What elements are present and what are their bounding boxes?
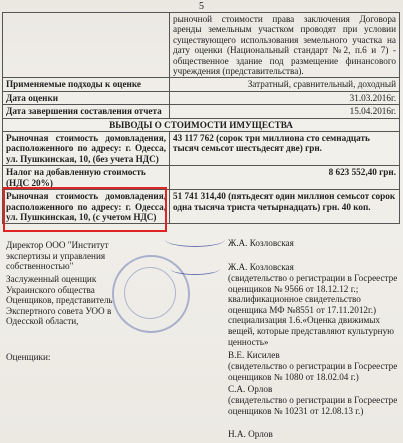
intro-left-cell xyxy=(3,13,170,78)
conclusions-header: ВЫВОДЫ О СТОИМОСТИ ИМУЩЕСТВА xyxy=(3,118,400,131)
intro-row xyxy=(3,13,400,78)
appraiser-2-certificate: (свидетельство о регистрации в Госреестре оценщиков № 10231 от 12.08.13 г.) xyxy=(228,395,398,416)
director-title: Директор ООО "Институт экспертизы и управления собственностью" xyxy=(6,240,109,272)
red-highlight-box xyxy=(3,187,167,232)
table-row xyxy=(3,78,400,91)
appraiser-1-name: В.Е. Кисилев xyxy=(228,350,280,360)
conclusions-header-row xyxy=(3,118,400,131)
director-honor: Заслуженный оценщик Украинского общества Оценщиков, представитель Экспертного совета УОО в Одесской области, xyxy=(6,274,113,327)
appraisers-label: Оценщики: xyxy=(6,352,51,362)
director-name: Ж.А. Козловская xyxy=(228,238,294,248)
market-value-row xyxy=(3,132,400,166)
appraiser-1-certificate: (свидетельство о регистрации в Госреестре оценщиков № 1080 от 18.02.04 г.) xyxy=(228,361,398,382)
row-value: Затратный, сравнительный, доходный xyxy=(170,78,400,91)
table-row xyxy=(3,105,400,118)
row-label: Дата завершения составления отчета xyxy=(3,105,170,118)
appraiser-2-name: С.А. Орлов xyxy=(228,384,273,394)
vat-value: 8 623 552,40 грн. xyxy=(170,166,400,190)
row-value: 31.03.2016г. xyxy=(170,91,400,104)
table-row xyxy=(3,91,400,104)
row-value: 15.04.2016г. xyxy=(170,105,400,118)
total-value-label: Рыночная стоимость домовладения, расположенного по адресу: г. Одесса, ул. Пушкинская, 10, (с учетом НДС) xyxy=(3,190,170,224)
director-signature-2 xyxy=(170,262,220,275)
total-value: 51 741 314,40 (пятьдесят один миллион семьсот сорок одна тысяча триста четырнадцать) грн. 40 коп. xyxy=(170,190,400,224)
director-signature xyxy=(165,232,225,247)
director-name-2: Ж.А. Козловская xyxy=(228,262,294,272)
row-label: Применяемые подходы к оценке xyxy=(3,78,170,91)
market-value-label: Рыночная стоимость домовладения, расположенного по адресу: г. Одесса, ул. Пушкинская, 10, (без учета НДС) xyxy=(3,132,170,166)
market-value: 43 117 762 (сорок три миллиона сто семнадцать тысяч семьсот шестьдесят две) грн. xyxy=(170,132,400,166)
page-number: 5 xyxy=(199,1,204,12)
intro-text: рыночной стоимости права заключения Договора аренды земельным участком проводят при условии существующего использования земельного участка на дату оценки (Национальный стандарт №2, п.6 и 7) - общественное здание под размещение финансового учреждения (представительства). xyxy=(170,13,400,78)
appraiser-3-name: Н.А. Орлов xyxy=(228,429,273,439)
director-certificate: (свидетельство о регистрации в Госреестре оценщиков № 9566 от 18.12.12 г.; квалификационное свидетельство оценщика МФ №8551 от 17.11.2012г.) специализация 1.6.«Оценка движимых вещей, которые представляют культурную ценность» xyxy=(228,273,398,347)
row-label: Дата оценки xyxy=(3,91,170,104)
vat-label: Налог на добавленную стоимость (НДС 20%) xyxy=(3,166,170,190)
